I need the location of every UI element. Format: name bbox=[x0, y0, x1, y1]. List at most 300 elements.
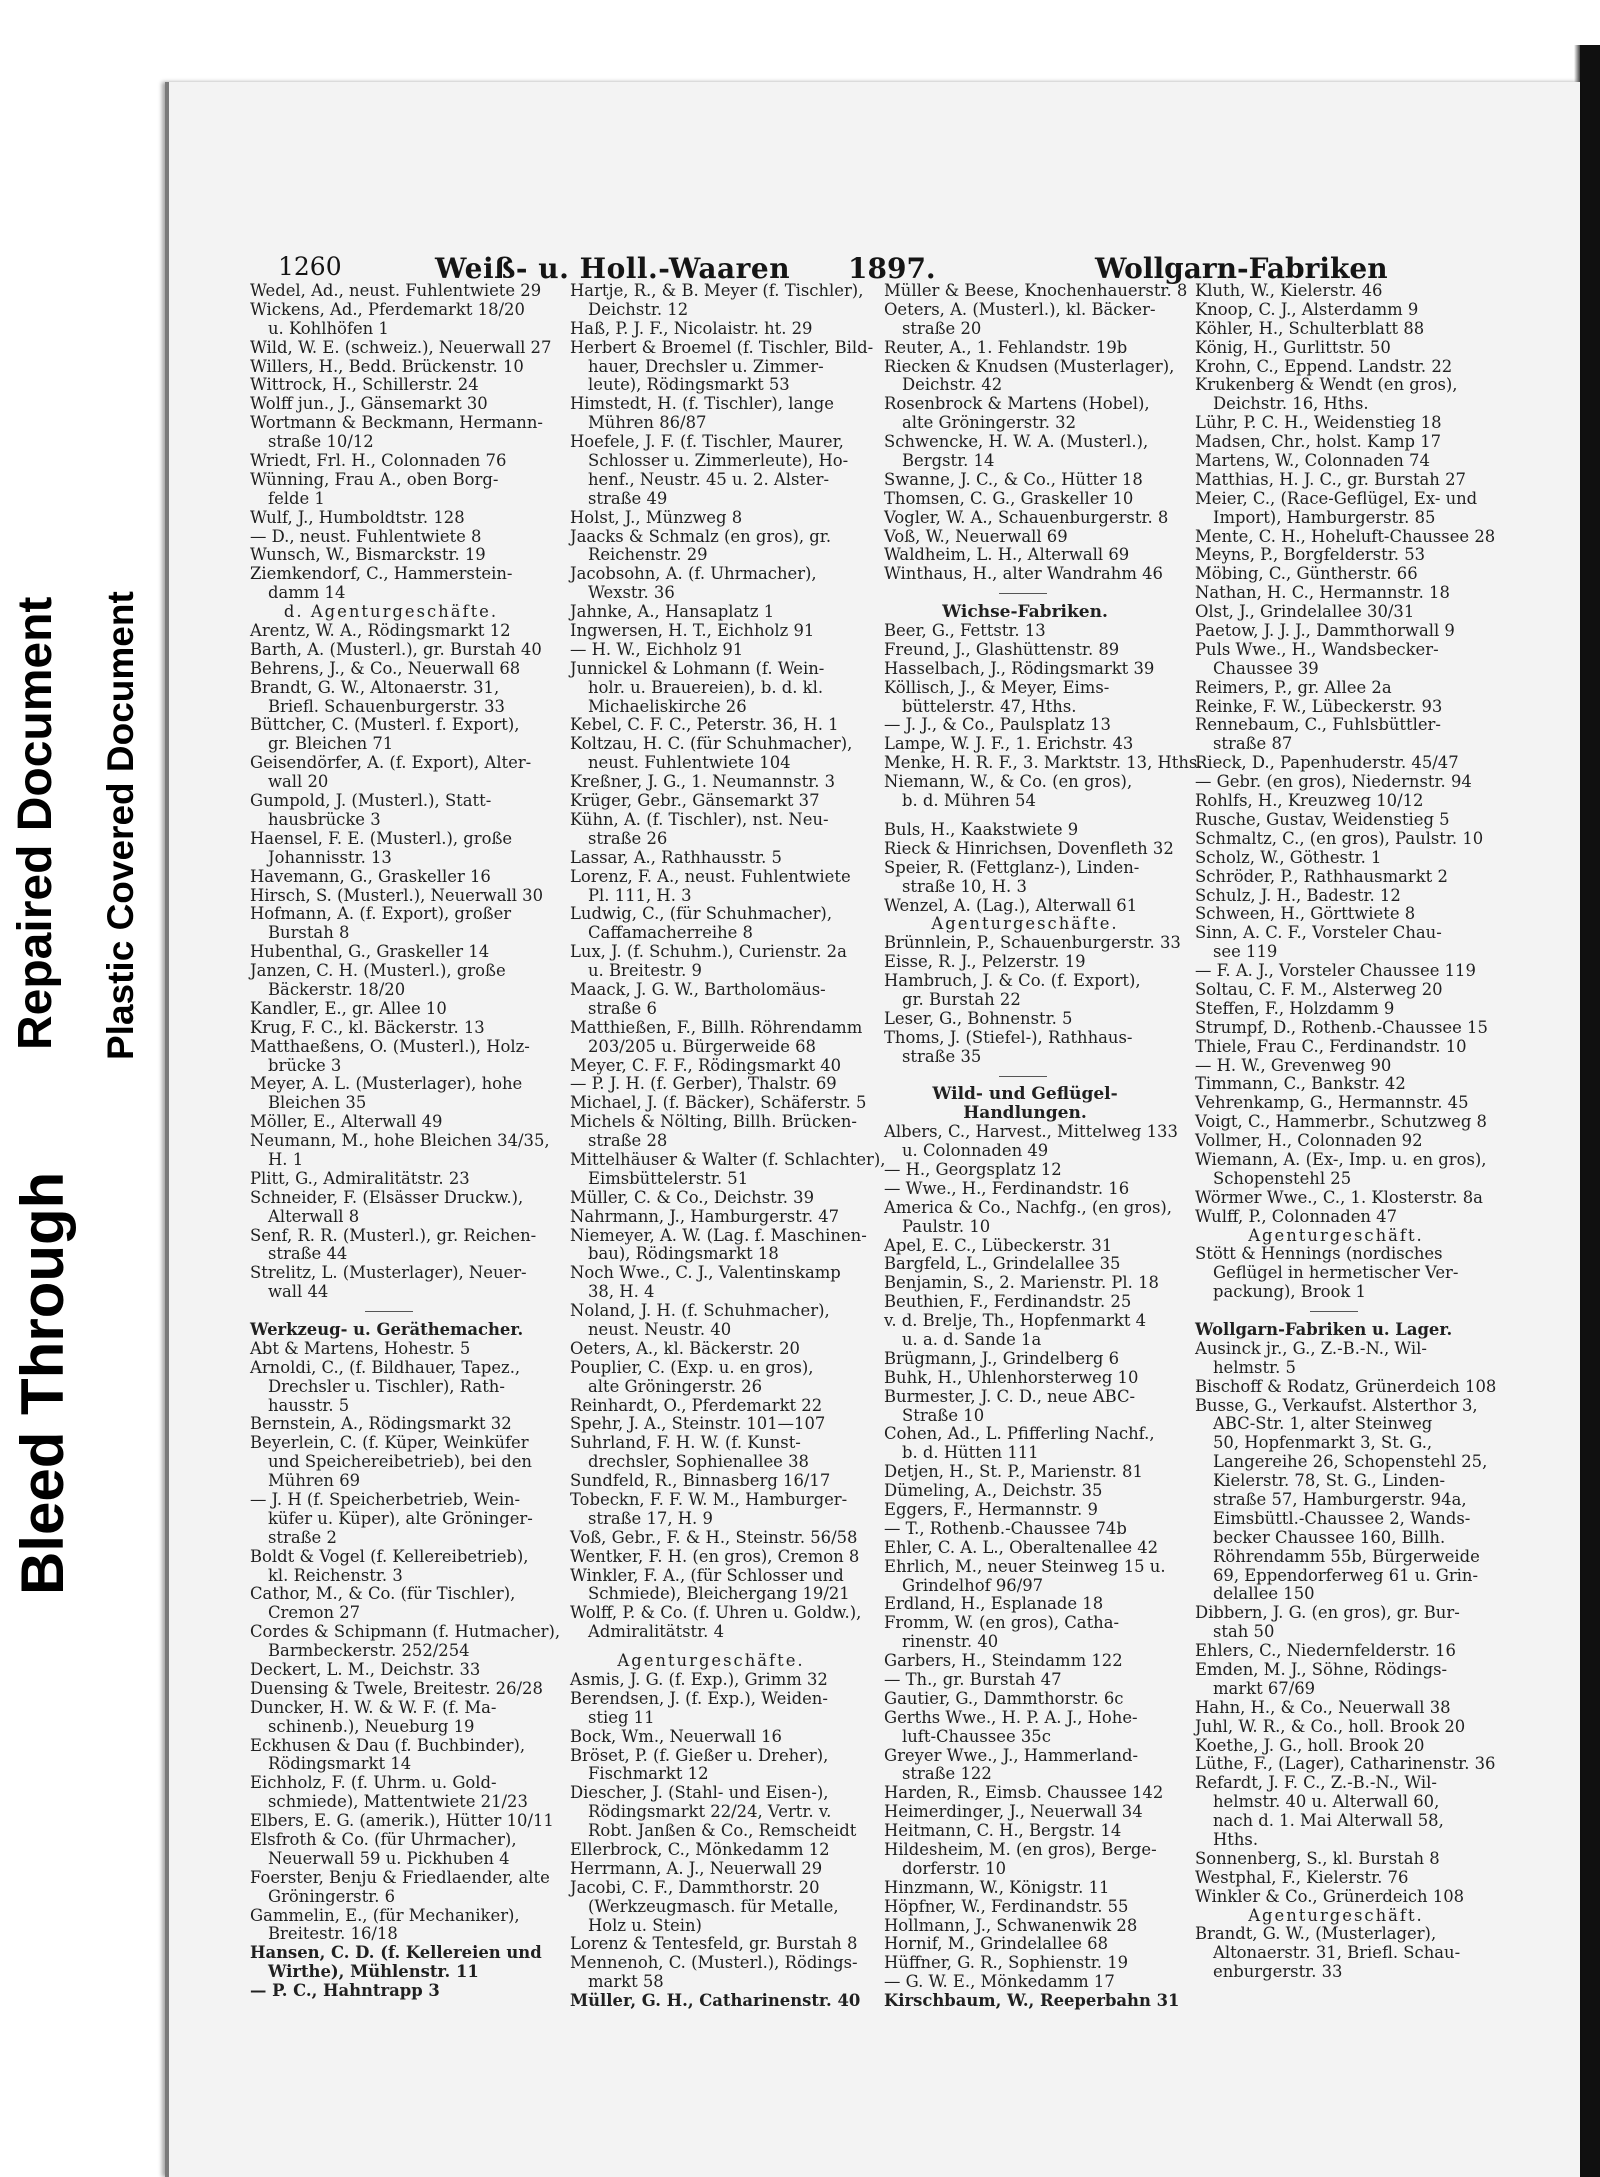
directory-line: hausstr. 5 bbox=[268, 1395, 350, 1415]
directory-line: u. Breitestr. 9 bbox=[588, 961, 702, 981]
directory-line: Hollmann, J., Schwanenwik 28 bbox=[884, 1915, 1138, 1935]
directory-line: Mennenoh, C. (Musterl.), Rödings- bbox=[570, 1953, 858, 1973]
directory-line: Matthias, H. J. C., gr. Burstah 27 bbox=[1195, 469, 1466, 489]
directory-line: stah 50 bbox=[1213, 1622, 1275, 1642]
directory-line: Meyns, P., Borgfelderstr. 53 bbox=[1195, 545, 1426, 565]
directory-line: Hinzmann, W., Königstr. 11 bbox=[884, 1877, 1110, 1897]
directory-line: Ehrlich, M., neuer Steinweg 15 u. bbox=[884, 1556, 1166, 1576]
directory-line: alte Gröningerstr. 26 bbox=[588, 1376, 762, 1396]
directory-line: Wolff, P. & Co. (f. Uhren u. Goldw.), bbox=[570, 1603, 862, 1623]
directory-line: Krüger, Gebr., Gänsemarkt 37 bbox=[570, 791, 820, 811]
directory-line: u. a. d. Sande 1a bbox=[902, 1329, 1042, 1349]
directory-line: Haß, P. J. F., Nicolaistr. ht. 29 bbox=[570, 318, 813, 338]
directory-line: bau), Rödingsmarkt 18 bbox=[588, 1244, 779, 1264]
directory-line: Wolff jun., J., Gänsemarkt 30 bbox=[250, 394, 488, 414]
directory-line: markt 67/69 bbox=[1213, 1678, 1316, 1698]
directory-line: Paulstr. 10 bbox=[902, 1216, 991, 1236]
directory-line: und Speichereibetrieb), bei den bbox=[268, 1452, 532, 1472]
directory-line: Jacobi, C. F., Dammthorstr. 20 bbox=[570, 1877, 820, 1897]
directory-line: Kebel, C. F. C., Peterstr. 36, H. 1 bbox=[570, 715, 839, 735]
directory-line: Robt. Janßen & Co., Remscheidt bbox=[588, 1821, 857, 1841]
directory-line: Rusche, Gustav, Weidenstieg 5 bbox=[1195, 809, 1450, 829]
directory-line: Agenturgeschäft. bbox=[1248, 1225, 1424, 1245]
plastic-covered-document-label: Plastic Covered Document bbox=[100, 591, 141, 1060]
directory-line: Gautier, G., Dammthorstr. 6c bbox=[884, 1688, 1124, 1708]
directory-line: Briefl. Schauenburgerstr. 33 bbox=[268, 696, 505, 716]
page-title: Weiß- u. Holl.-Waaren bbox=[435, 252, 791, 285]
bleed-through-label: Bleed Through bbox=[9, 1171, 76, 1595]
directory-line: straße 87 bbox=[1213, 734, 1293, 754]
directory-line: Rödingsmarkt 22/24, Vertr. v. bbox=[588, 1802, 832, 1822]
directory-line: Büttcher, C. (Musterl. f. Export), bbox=[250, 715, 520, 735]
directory-line: Bleichen 35 bbox=[268, 1093, 367, 1113]
directory-line: Krug, F. C., kl. Bäckerstr. 13 bbox=[250, 1017, 485, 1037]
directory-line: Reuter, A., 1. Fehlandstr. 19b bbox=[884, 337, 1128, 357]
directory-line: straße 122 bbox=[902, 1764, 992, 1784]
directory-line: Dibbern, J. G. (en gros), gr. Bur- bbox=[1195, 1603, 1460, 1623]
directory-line: Holst, J., Münzweg 8 bbox=[570, 507, 743, 527]
directory-line: Jaacks & Schmalz (en gros), gr. bbox=[570, 526, 832, 546]
directory-line: Willers, H., Bedd. Brückenstr. 10 bbox=[250, 356, 524, 376]
directory-line: — T., Rothenb.-Chaussee 74b bbox=[884, 1518, 1127, 1538]
directory-line: Schulz, J. H., Badestr. 12 bbox=[1195, 885, 1401, 905]
directory-line: Spehr, J. A., Steinstr. 101—107 bbox=[570, 1414, 826, 1434]
directory-line: schinenb.), Neueburg 19 bbox=[268, 1716, 475, 1736]
directory-line: Burstah 8 bbox=[268, 923, 350, 943]
directory-line: — P. C., Hahntrapp 3 bbox=[250, 1981, 440, 2001]
section-divider bbox=[1195, 1302, 1477, 1321]
directory-line: Reinke, F. W., Lübeckerstr. 93 bbox=[1195, 696, 1443, 716]
directory-line: Matthaeßens, O. (Musterl.), Holz- bbox=[250, 1036, 530, 1056]
directory-line: Winkler, F. A., (für Schlosser und bbox=[570, 1565, 844, 1585]
directory-line: Plitt, G., Admiralitätstr. 23 bbox=[250, 1168, 470, 1188]
directory-line: packung), Brook 1 bbox=[1213, 1282, 1366, 1302]
directory-line: Duensing & Twele, Breitestr. 26/28 bbox=[250, 1678, 543, 1698]
directory-line: Straße 10 bbox=[902, 1405, 985, 1425]
directory-line: Mühren 86/87 bbox=[588, 413, 707, 433]
directory-line: Werkzeug- u. Geräthemacher. bbox=[250, 1319, 524, 1339]
directory-line: Beer, G., Fettstr. 13 bbox=[884, 621, 1046, 641]
directory-line: straße 57, Hamburgerstr. 94a, bbox=[1213, 1490, 1467, 1509]
directory-line: Olst, J., Grindelallee 30/31 bbox=[1195, 602, 1415, 622]
directory-line: Eckhusen & Dau (f. Buchbinder), bbox=[250, 1735, 526, 1755]
directory-line: Benjamin, S., 2. Marienstr. Pl. 18 bbox=[884, 1273, 1159, 1293]
directory-line: Fromm, W. (en gros), Catha- bbox=[884, 1613, 1120, 1633]
directory-line: 38, H. 4 bbox=[588, 1282, 655, 1302]
directory-line: Eimsbüttl.-Chaussee 2, Wands- bbox=[1213, 1508, 1471, 1528]
page-number: 1260 bbox=[278, 252, 342, 281]
directory-line: Möller, E., Alterwall 49 bbox=[250, 1112, 443, 1132]
directory-line: straße 10/12 bbox=[268, 432, 374, 452]
directory-line: Wiemann, A. (Ex-, Imp. u. en gros), bbox=[1195, 1149, 1487, 1169]
directory-line: neust. Fuhlentwiete 104 bbox=[588, 753, 791, 773]
directory-line: straße 17, H. 9 bbox=[588, 1508, 713, 1528]
directory-line: Behrens, J., & Co., Neuerwall 68 bbox=[250, 658, 521, 678]
directory-line: damm 14 bbox=[268, 583, 346, 603]
directory-line: straße 28 bbox=[588, 1131, 668, 1151]
directory-line: — D., neust. Fuhlentwiete 8 bbox=[250, 526, 482, 546]
directory-line: Oeters, A. (Musterl.), kl. Bäcker- bbox=[884, 299, 1156, 319]
directory-line: Mente, C. H., Hoheluft-Chaussee 28 bbox=[1195, 526, 1496, 546]
directory-line: u. Colonnaden 49 bbox=[902, 1141, 1049, 1161]
directory-line: Gammelin, E., (für Mechaniker), bbox=[250, 1905, 520, 1925]
directory-line: America & Co., Nachfg., (en gros), bbox=[884, 1197, 1172, 1217]
directory-line: 69, Eppendorferweg 61 u. Grin- bbox=[1213, 1565, 1479, 1585]
directory-line: Nahrmann, J., Hamburgerstr. 47 bbox=[570, 1206, 840, 1226]
directory-line: H. 1 bbox=[268, 1149, 304, 1169]
directory-line: Eggers, F., Hermannstr. 9 bbox=[884, 1500, 1098, 1519]
directory-line: rinenstr. 40 bbox=[902, 1632, 999, 1652]
directory-line: Haensel, F. E. (Musterl.), große bbox=[250, 828, 513, 848]
directory-line: Brandt, G. W., (Musterlager), bbox=[1195, 1924, 1437, 1944]
directory-line: Erdland, H., Esplanade 18 bbox=[884, 1594, 1104, 1614]
directory-line: Soltau, C. F. M., Alsterweg 20 bbox=[1195, 979, 1443, 999]
directory-line: Wirthe), Mühlenstr. 11 bbox=[268, 1962, 479, 1982]
directory-line: Puls Wwe., H., Wandsbecker- bbox=[1195, 639, 1439, 659]
directory-line: Hubenthal, G., Graskeller 14 bbox=[250, 942, 490, 962]
directory-line: Hornif, M., Grindelallee 68 bbox=[884, 1934, 1108, 1954]
directory-line: Kielerstr. 78, St. G., Linden- bbox=[1213, 1471, 1446, 1491]
directory-line: leute), Rödingsmarkt 53 bbox=[588, 375, 790, 395]
directory-line: Lampe, W. J. F., 1. Erichstr. 43 bbox=[884, 734, 1134, 754]
directory-line: Tobeckn, F. F. W. M., Hamburger- bbox=[570, 1490, 848, 1509]
directory-line: büttelerstr. 47, Hths. bbox=[902, 696, 1077, 716]
directory-line: Hildesheim, M. (en gros), Berge- bbox=[884, 1840, 1157, 1860]
directory-line: Heitmann, C. H., Bergstr. 14 bbox=[884, 1821, 1122, 1841]
directory-line: Janzen, C. H. (Musterl.), große bbox=[250, 961, 506, 981]
directory-line: Menke, H. R. F., 3. Marktstr. 13, Hths. bbox=[884, 753, 1203, 773]
directory-line: Wexstr. 36 bbox=[588, 583, 675, 603]
directory-line: Sundfeld, R., Binnasberg 16/17 bbox=[570, 1471, 831, 1491]
directory-line: nach d. 1. Mai Alterwall 58, bbox=[1213, 1811, 1444, 1831]
text-column-2 bbox=[570, 281, 886, 2011]
directory-line: kl. Reichenstr. 3 bbox=[268, 1565, 403, 1585]
directory-line: straße 2 bbox=[268, 1527, 337, 1547]
directory-line: Speier, R. (Fettglanz-), Linden- bbox=[884, 857, 1140, 877]
directory-line: Hüffner, G. R., Sophienstr. 19 bbox=[884, 1953, 1129, 1973]
directory-line: Maack, J. G. W., Bartholomäus- bbox=[570, 979, 826, 999]
directory-line: Deichstr. 42 bbox=[902, 375, 1003, 395]
directory-line: Noch Wwe., C. J., Valentinskamp bbox=[570, 1263, 841, 1283]
directory-line: Reichenstr. 29 bbox=[588, 545, 708, 565]
directory-line: Grindelhof 96/97 bbox=[902, 1575, 1044, 1595]
directory-line: Rieck & Hinrichsen, Dovenfleth 32 bbox=[884, 838, 1174, 858]
directory-line: Hirsch, S. (Musterl.), Neuerwall 30 bbox=[250, 885, 544, 905]
directory-line: Gumpold, J. (Musterl.), Statt- bbox=[250, 791, 492, 811]
directory-line: Strelitz, L. (Musterlager), Neuer- bbox=[250, 1263, 527, 1283]
directory-line: enburgerstr. 33 bbox=[1213, 1962, 1343, 1982]
directory-line: Alterwall 8 bbox=[268, 1206, 360, 1226]
directory-line: — H. W., Grevenweg 90 bbox=[1195, 1055, 1392, 1075]
directory-line: Swanne, J. C., & Co., Hütter 18 bbox=[884, 469, 1143, 489]
section-divider bbox=[250, 1302, 532, 1321]
directory-line: Müller & Beese, Knochenhauerstr. 8 bbox=[884, 281, 1188, 300]
directory-line: Meyer, C. F. F., Rödingsmarkt 40 bbox=[570, 1055, 842, 1075]
directory-line: Voß, W., Neuerwall 69 bbox=[884, 526, 1068, 546]
directory-line: Pl. 111, H. 3 bbox=[588, 885, 692, 905]
directory-line: Geisendörfer, A. (f. Export), Alter- bbox=[250, 753, 532, 773]
directory-line: holr. u. Brauereien), b. d. kl. bbox=[588, 677, 824, 697]
directory-line: Bargfeld, L., Grindelallee 35 bbox=[884, 1254, 1121, 1274]
directory-line: Barth, A. (Musterl.), gr. Burstah 40 bbox=[250, 639, 542, 659]
directory-line: Hoefele, J. F. (f. Tischler, Maurer, bbox=[570, 432, 844, 452]
directory-line: Röhrendamm 55b, Bürgerweide bbox=[1213, 1546, 1480, 1566]
directory-line: Schlosser u. Zimmerleute), Ho- bbox=[588, 451, 849, 471]
directory-line: — Gebr. (en gros), Niedernstr. 94 bbox=[1195, 772, 1472, 792]
directory-line: Scholz, W., Göthestr. 1 bbox=[1195, 847, 1382, 867]
directory-line: Hofmann, A. (f. Export), großer bbox=[250, 904, 512, 924]
directory-line: Langereihe 26, Schopenstehl 25, bbox=[1213, 1452, 1488, 1472]
directory-line: Wortmann & Beckmann, Hermann- bbox=[250, 413, 543, 433]
directory-line: Jacobsohn, A. (f. Uhrmacher), bbox=[570, 564, 817, 584]
directory-line: Wentker, F. H. (en gros), Cremon 8 bbox=[570, 1546, 860, 1566]
directory-line: Altonaerstr. 31, Briefl. Schau- bbox=[1213, 1943, 1461, 1963]
directory-line: Cathor, M., & Co. (für Tischler), bbox=[250, 1584, 516, 1604]
directory-line: Wild- und Geflügel- bbox=[932, 1084, 1118, 1105]
directory-line: Pouplier, C. (Exp. u. en gros), bbox=[570, 1357, 814, 1377]
directory-line: Boldt & Vogel (f. Kellereibetrieb), bbox=[250, 1546, 529, 1566]
directory-line: Kluth, W., Kielerstr. 46 bbox=[1195, 281, 1383, 300]
directory-line: Kandler, E., gr. Allee 10 bbox=[250, 998, 447, 1018]
directory-line: Freund, J., Glashüttenstr. 89 bbox=[884, 639, 1120, 659]
directory-line: straße 26 bbox=[588, 828, 668, 848]
directory-line: Schopenstehl 25 bbox=[1213, 1168, 1352, 1188]
directory-line: (Werkzeugmasch. für Metalle, bbox=[588, 1896, 839, 1916]
directory-line: Buls, H., Kaakstwiete 9 bbox=[884, 819, 1079, 839]
directory-line: Schmaltz, C., (en gros), Paulstr. 10 bbox=[1195, 828, 1484, 848]
directory-line: — J. J., & Co., Paulsplatz 13 bbox=[884, 715, 1111, 735]
directory-line: Wulff, P., Colonnaden 47 bbox=[1195, 1206, 1398, 1226]
directory-line: Niemann, W., & Co. (en gros), bbox=[884, 772, 1133, 792]
directory-line: Schween, H., Görttwiete 8 bbox=[1195, 904, 1416, 924]
directory-line: Gröningerstr. 6 bbox=[268, 1886, 396, 1906]
directory-line: see 119 bbox=[1213, 942, 1278, 962]
directory-line: Köllisch, J., & Meyer, Eims- bbox=[884, 677, 1110, 697]
directory-line: Reinhardt, O., Pferdemarkt 22 bbox=[570, 1395, 823, 1415]
directory-line: Buhk, H., Uhlenhorsterweg 10 bbox=[884, 1367, 1139, 1387]
directory-line: Foerster, Benju & Friedlaender, alte bbox=[250, 1867, 550, 1887]
directory-line: Lüthe, F., (Lager), Catharinenstr. 36 bbox=[1195, 1754, 1496, 1774]
directory-line: Barmbeckerstr. 252/254 bbox=[268, 1641, 470, 1661]
directory-line: Koltzau, H. C. (für Schuhmacher), bbox=[570, 734, 853, 754]
repaired-document-label: Repaired Document bbox=[9, 596, 62, 1050]
directory-line: Wichse-Fabriken. bbox=[942, 602, 1108, 623]
directory-line: Thoms, J. (Stiefel-), Rathhaus- bbox=[884, 1027, 1133, 1047]
directory-line: Hartje, R., & B. Meyer (f. Tischler), bbox=[570, 281, 864, 300]
directory-line: straße 10, H. 3 bbox=[902, 876, 1027, 896]
directory-line: straße 20 bbox=[902, 318, 982, 338]
directory-line: Suhrland, F. H. W. (f. Kunst- bbox=[570, 1433, 801, 1453]
directory-line: Köhler, H., Schulterblatt 88 bbox=[1195, 318, 1425, 338]
directory-line: straße 44 bbox=[268, 1244, 348, 1264]
directory-line: Cohen, Ad., L. Pfifferling Nachf., bbox=[884, 1424, 1155, 1444]
directory-line: Nathan, H. C., Hermannstr. 18 bbox=[1195, 583, 1450, 603]
directory-line: Wriedt, Frl. H., Colonnaden 76 bbox=[250, 451, 507, 471]
directory-line: küfer u. Küper), alte Gröninger- bbox=[268, 1508, 533, 1528]
directory-line: König, H., Gurlittstr. 50 bbox=[1195, 337, 1391, 357]
directory-line: Herbert & Broemel (f. Tischler, Bild- bbox=[570, 337, 874, 357]
directory-line: Junnickel & Lohmann (f. Wein- bbox=[570, 658, 825, 678]
directory-line: Wedel, Ad., neust. Fuhlentwiete 29 bbox=[250, 281, 542, 300]
directory-line: Voß, Gebr., F. & H., Steinstr. 56/58 bbox=[570, 1527, 858, 1547]
directory-line: Leser, G., Bohnenstr. 5 bbox=[884, 1008, 1073, 1028]
directory-line: alte Gröningerstr. 32 bbox=[902, 413, 1076, 433]
directory-line: Vogler, W. A., Schauenburgerstr. 8 bbox=[884, 507, 1169, 527]
directory-line: Reimers, P., gr. Allee 2a bbox=[1195, 677, 1392, 697]
directory-line: Ludwig, C., (für Schuhmacher), bbox=[570, 904, 833, 924]
directory-line: Handlungen. bbox=[963, 1103, 1087, 1124]
directory-line: helmstr. 5 bbox=[1213, 1357, 1296, 1377]
directory-line: Voigt, C., Hammerbr., Schutzweg 8 bbox=[1195, 1112, 1487, 1132]
directory-line: Ziemkendorf, C., Hammerstein- bbox=[250, 564, 513, 584]
directory-line: Wünning, Frau A., oben Borg- bbox=[250, 469, 499, 489]
directory-line: Wenzel, A. (Lag.), Alterwall 61 bbox=[884, 895, 1138, 915]
directory-line: Holz u. Stein) bbox=[588, 1915, 702, 1935]
directory-line: Deckert, L. M., Deichstr. 33 bbox=[250, 1660, 481, 1680]
directory-line: Jahnke, A., Hansaplatz 1 bbox=[570, 602, 775, 622]
section-divider bbox=[884, 584, 1166, 603]
directory-line: Brügmann, J., Grindelberg 6 bbox=[884, 1348, 1120, 1368]
directory-line: Rieck, D., Papenhuderstr. 45/47 bbox=[1195, 753, 1459, 773]
directory-line: Waldheim, L. H., Alterwall 69 bbox=[884, 545, 1130, 565]
directory-line: Müller, C. & Co., Deichstr. 39 bbox=[570, 1187, 815, 1207]
directory-line: Schröder, P., Rathhausmarkt 2 bbox=[1195, 866, 1448, 886]
directory-line: Chaussee 39 bbox=[1213, 658, 1319, 678]
directory-line: hausbrücke 3 bbox=[268, 809, 381, 829]
directory-line: Steffen, F., Holzdamm 9 bbox=[1195, 998, 1395, 1018]
directory-line: Koethe, J. G., holl. Brook 20 bbox=[1195, 1735, 1425, 1755]
directory-line: Wild, W. E. (schweiz.), Neuerwall 27 bbox=[250, 337, 552, 357]
directory-line: Lorenz, F. A., neust. Fuhlentwiete bbox=[570, 866, 851, 886]
directory-line: Bergstr. 14 bbox=[902, 451, 995, 471]
directory-line: Lorenz & Tentesfeld, gr. Burstah 8 bbox=[570, 1934, 858, 1954]
directory-line: — F. A. J., Vorsteler Chaussee 119 bbox=[1195, 961, 1476, 981]
directory-line: Elbers, E. G. (amerik.), Hütter 10/11 bbox=[250, 1811, 554, 1831]
directory-line: Stött & Hennings (nordisches bbox=[1195, 1244, 1443, 1264]
directory-line: straße 35 bbox=[902, 1046, 982, 1066]
directory-line: straße 6 bbox=[588, 998, 657, 1018]
directory-line: Dümeling, A., Deichstr. 35 bbox=[884, 1481, 1103, 1501]
directory-line: Hambruch, J. & Co. (f. Export), bbox=[884, 971, 1141, 991]
directory-line: 50, Hopfenmarkt 3, St. G., bbox=[1213, 1433, 1433, 1453]
text-column-3 bbox=[884, 281, 1203, 2011]
directory-line: Timmann, C., Bankstr. 42 bbox=[1195, 1074, 1406, 1094]
directory-line: helmstr. 40 u. Alterwall 60, bbox=[1213, 1792, 1440, 1812]
directory-line: Sinn, A. C. F., Vorsteler Chau- bbox=[1195, 923, 1442, 943]
directory-line: Martens, W., Colonnaden 74 bbox=[1195, 451, 1430, 471]
directory-line: — J. H (f. Speicherbetrieb, Wein- bbox=[250, 1490, 521, 1509]
directory-line: — P. J. H. (f. Gerber), Thalstr. 69 bbox=[570, 1074, 837, 1094]
text-column-4 bbox=[1195, 281, 1497, 1982]
directory-line: Cordes & Schipmann (f. Hutmacher), bbox=[250, 1622, 561, 1642]
directory-line: Bröset, P. (f. Gießer u. Dreher), bbox=[570, 1745, 829, 1765]
directory-line: Beuthien, F., Ferdinandstr. 25 bbox=[884, 1292, 1132, 1312]
directory-line: Rohlfs, H., Kreuzweg 10/12 bbox=[1195, 791, 1424, 811]
directory-line: Vollmer, H., Colonnaden 92 bbox=[1195, 1131, 1423, 1151]
directory-line: Kreßner, J. G., 1. Neumannstr. 3 bbox=[570, 772, 836, 792]
directory-line: Bäckerstr. 18/20 bbox=[268, 979, 406, 999]
directory-line: Heimerdinger, J., Neuerwall 34 bbox=[884, 1802, 1143, 1822]
directory-line: markt 58 bbox=[588, 1972, 664, 1992]
directory-line: Emden, M. J., Söhne, Rödings- bbox=[1195, 1660, 1448, 1680]
directory-line: Madsen, Chr., holst. Kamp 17 bbox=[1195, 432, 1442, 452]
directory-line: Wickens, Ad., Pferdemarkt 18/20 bbox=[250, 299, 525, 319]
directory-line: luft-Chaussee 35c bbox=[902, 1726, 1051, 1746]
section-divider bbox=[884, 1067, 1166, 1086]
directory-line: Strumpf, D., Rothenb.-Chaussee 15 bbox=[1195, 1017, 1488, 1037]
directory-line: Thomsen, C. G., Graskeller 10 bbox=[884, 488, 1134, 508]
directory-line: Paetow, J. J. J., Dammthorwall 9 bbox=[1195, 621, 1455, 641]
directory-line: Geflügel in hermetischer Ver- bbox=[1213, 1263, 1459, 1283]
directory-line: Havemann, G., Graskeller 16 bbox=[250, 866, 491, 886]
directory-line: wall 20 bbox=[268, 772, 329, 792]
directory-line: Lühr, P. C. H., Weidenstieg 18 bbox=[1195, 413, 1442, 433]
directory-line: b. d. Mühren 54 bbox=[902, 791, 1036, 811]
directory-line: Michaeliskirche 26 bbox=[588, 696, 747, 716]
directory-line: Meier, C., (Race-Geflügel, Ex- und bbox=[1195, 488, 1478, 508]
directory-line: Krohn, C., Eppend. Landstr. 22 bbox=[1195, 356, 1453, 376]
directory-line: Michael, J. (f. Bäcker), Schäferstr. 5 bbox=[570, 1093, 867, 1113]
directory-line: Himstedt, H. (f. Tischler), lange bbox=[570, 394, 834, 414]
directory-line: Wunsch, W., Bismarckstr. 19 bbox=[250, 545, 486, 565]
directory-line: Caffamacherreihe 8 bbox=[588, 923, 753, 943]
directory-line: Agenturgeschäft. bbox=[1248, 1905, 1424, 1925]
directory-line: Greyer Wwe., J., Hammerland- bbox=[884, 1745, 1139, 1765]
directory-line: Wollgarn-Fabriken u. Lager. bbox=[1195, 1319, 1453, 1339]
directory-line: v. d. Brelje, Th., Hopfenmarkt 4 bbox=[884, 1311, 1147, 1331]
directory-line: Agenturgeschäfte. bbox=[617, 1651, 805, 1671]
page-left-edge bbox=[165, 82, 169, 2177]
directory-line: Beyerlein, C. (f. Küper, Weinküfer bbox=[250, 1433, 529, 1453]
directory-line: Sonnenberg, S., kl. Burstah 8 bbox=[1195, 1848, 1440, 1868]
directory-line: Rennebaum, C., Fuhlsbüttler- bbox=[1195, 715, 1441, 735]
directory-line: — H. W., Eichholz 91 bbox=[570, 639, 744, 659]
directory-line: Detjen, H., St. P., Marienstr. 81 bbox=[884, 1462, 1143, 1482]
directory-line: Vehrenkamp, G., Hermannstr. 45 bbox=[1195, 1093, 1469, 1113]
directory-line: delallee 150 bbox=[1213, 1584, 1315, 1604]
directory-line: Noland, J. H. (f. Schuhmacher), bbox=[570, 1301, 830, 1321]
directory-line: Ehlers, C., Niedernfelderstr. 16 bbox=[1195, 1641, 1456, 1661]
directory-line: Eichholz, F. (f. Uhrm. u. Gold- bbox=[250, 1773, 497, 1793]
directory-line: Brandt, G. W., Altonaerstr. 31, bbox=[250, 677, 500, 697]
directory-line: drechsler, Sophienallee 38 bbox=[588, 1452, 809, 1472]
directory-line: gr. Bleichen 71 bbox=[268, 734, 394, 754]
directory-line: Wörmer Wwe., C., 1. Klosterstr. 8a bbox=[1195, 1187, 1483, 1207]
directory-line: Höpfner, W., Ferdinandstr. 55 bbox=[884, 1896, 1129, 1916]
directory-line: Schmiede), Bleichergang 19/21 bbox=[588, 1584, 850, 1604]
directory-line: Duncker, H. W. & W. F. (f. Ma- bbox=[250, 1697, 497, 1717]
directory-line: Ausinck jr., G., Z.-B.-N., Wil- bbox=[1195, 1338, 1427, 1358]
directory-line: Lux, J. (f. Schuhm.), Curienstr. 2a bbox=[570, 942, 847, 962]
directory-line: becker Chaussee 160, Billh. bbox=[1213, 1527, 1446, 1547]
directory-line: Kirschbaum, W., Reeperbahn 31 bbox=[884, 1991, 1180, 2011]
directory-line: Winthaus, H., alter Wandrahm 46 bbox=[884, 564, 1163, 584]
directory-line: Ingwersen, H. T., Eichholz 91 bbox=[570, 621, 815, 641]
directory-line: Elsfroth & Co. (für Uhrmacher), bbox=[250, 1830, 517, 1850]
directory-line: Winkler & Co., Grünerdeich 108 bbox=[1195, 1886, 1465, 1906]
directory-line: Hths. bbox=[1213, 1830, 1259, 1850]
directory-line: — H., Georgsplatz 12 bbox=[884, 1159, 1062, 1179]
directory-line: Wulf, J., Humboldtstr. 128 bbox=[250, 507, 465, 527]
directory-line: henf., Neustr. 45 u. 2. Alster- bbox=[588, 469, 830, 489]
directory-line: Rosenbrock & Martens (Hobel), bbox=[884, 394, 1150, 414]
directory-line: Garbers, H., Steindamm 122 bbox=[884, 1651, 1123, 1671]
directory-line: Mühren 69 bbox=[268, 1471, 361, 1491]
directory-line: Niemeyer, A. W. (Lag. f. Maschinen- bbox=[570, 1225, 867, 1245]
directory-line: straße 49 bbox=[588, 488, 668, 508]
directory-line: wall 44 bbox=[268, 1282, 329, 1302]
directory-line: Schwencke, H. W. A. (Musterl.), bbox=[884, 432, 1149, 452]
